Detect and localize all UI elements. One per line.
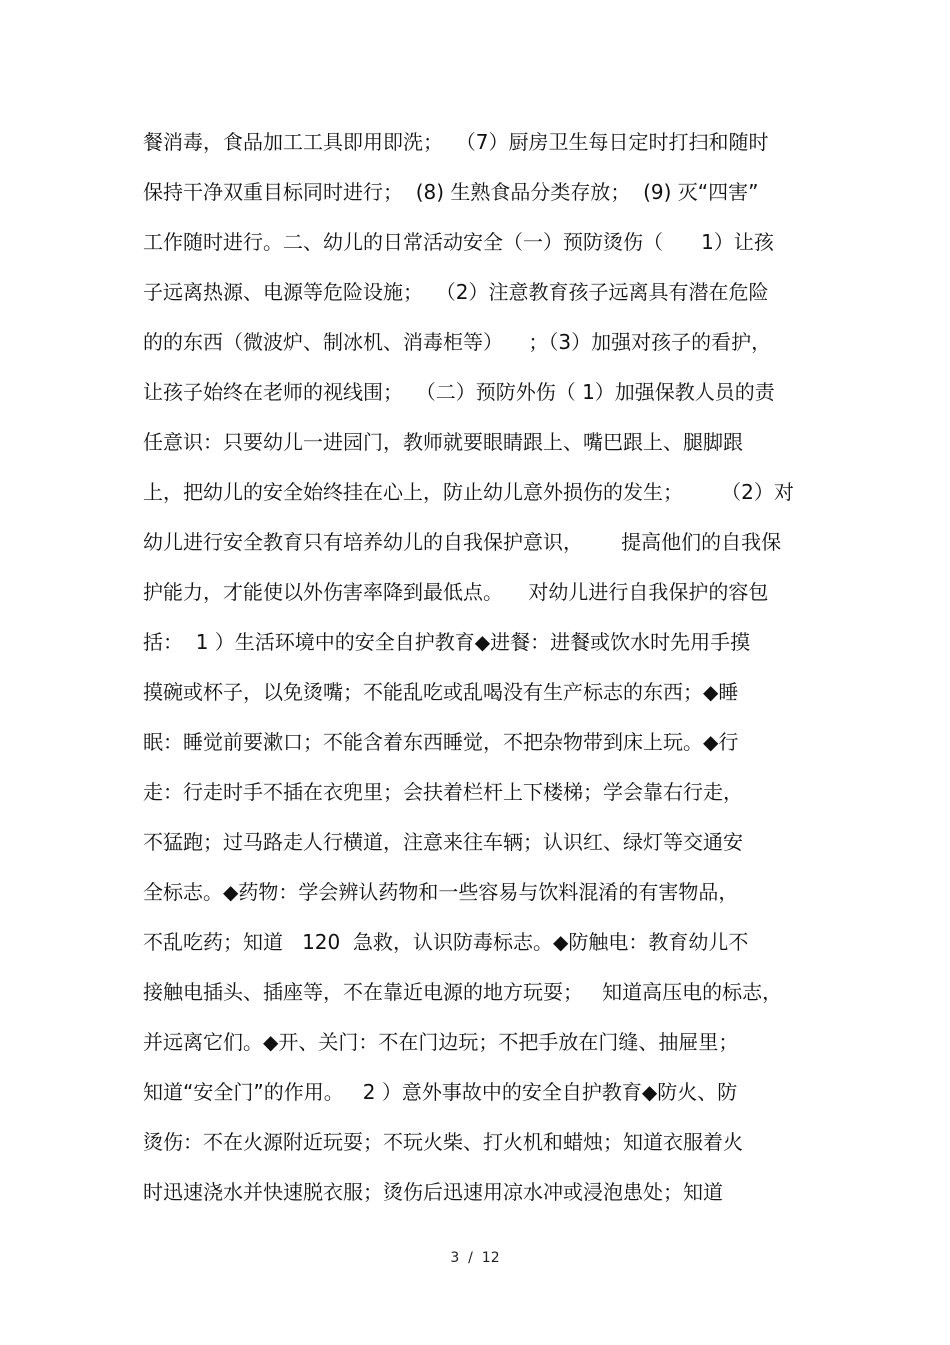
page-number: 3 / 12 <box>450 1250 500 1266</box>
text-line: 括： 1 ）生活环境中的安全自护教育◆进餐：进餐或饮水时先用手摸 <box>143 630 751 654</box>
text-line: 接触电插头、插座等，不在靠近电源的地方玩耍； 知道高压电的标志， <box>143 980 783 1004</box>
text-line: 的的东西（微波炉、制冰机、消毒柜等） ；（3）加强对孩子的看护， <box>143 330 772 354</box>
text-line: 让孩子始终在老师的视线围； （二）预防外伤（ 1）加强保教人员的责 <box>143 380 775 404</box>
text-line: 不猛跑；过马路走人行横道，注意来往车辆；认识红、绿灯等交通安 <box>143 830 743 854</box>
text-line: 子远离热源、电源等危险设施； （2）注意教育孩子远离具有潜在危险 <box>143 280 769 304</box>
text-line: 并远离它们。◆开、关门：不在门边玩；不把手放在门缝、抽屉里； <box>143 1030 739 1054</box>
text-line: 全标志。◆药物：学会辨认药物和一些容易与饮料混淆的有害物品， <box>143 880 739 904</box>
text-line: 任意识：只要幼儿一进园门，教师就要眼睛跟上、嘴巴跟上、腿脚跟 <box>143 430 743 454</box>
text-line: 知道“安全门”的作用。 2 ）意外事故中的安全自护教育◆防火、防 <box>143 1080 738 1104</box>
text-line: 护能力，才能使以外伤害率降到最低点。 对幼儿进行自我保护的容包 <box>143 580 769 604</box>
text-line: 摸碗或杯子，以免烫嘴；不能乱吃或乱喝没有生产标志的东西；◆睡 <box>143 680 739 704</box>
text-line: 幼儿进行安全教育只有培养幼儿的自我保护意识， 提高他们的自我保 <box>143 530 782 554</box>
text-line: 餐消毒，食品加工工具即用即洗； （7）厨房卫生每日定时打扫和随时 <box>143 130 769 154</box>
text-line: 烫伤：不在火源附近玩耍；不玩火柴、打火机和蜡烛；知道衣服着火 <box>143 1130 743 1154</box>
body-text <box>143 117 813 1217</box>
text-line: 不乱吃药；知道 120 急救，认识防毒标志。◆防触电：教育幼儿不 <box>143 930 749 954</box>
text-line: 工作随时进行。二、幼儿的日常活动安全（一）预防烫伤（ 1）让孩 <box>143 230 774 254</box>
text-line: 保持干净双重目标同时进行； (8) 生熟食品分类存放； (9) 灭“四害” <box>143 180 759 204</box>
text-line: 时迅速浇水并快速脱衣服；烫伤后迅速用凉水冲或浸泡患处；知道 <box>143 1180 723 1204</box>
text-line: 上，把幼儿的安全始终挂在心上，防止幼儿意外损伤的发生； （2）对 <box>143 480 794 504</box>
text-line: 走：行走时手不插在衣兜里；会扶着栏杆上下楼梯；学会靠右行走， <box>143 780 743 804</box>
text-line: 眠：睡觉前要漱口；不能含着东西睡觉，不把杂物带到床上玩。◆行 <box>143 730 739 754</box>
